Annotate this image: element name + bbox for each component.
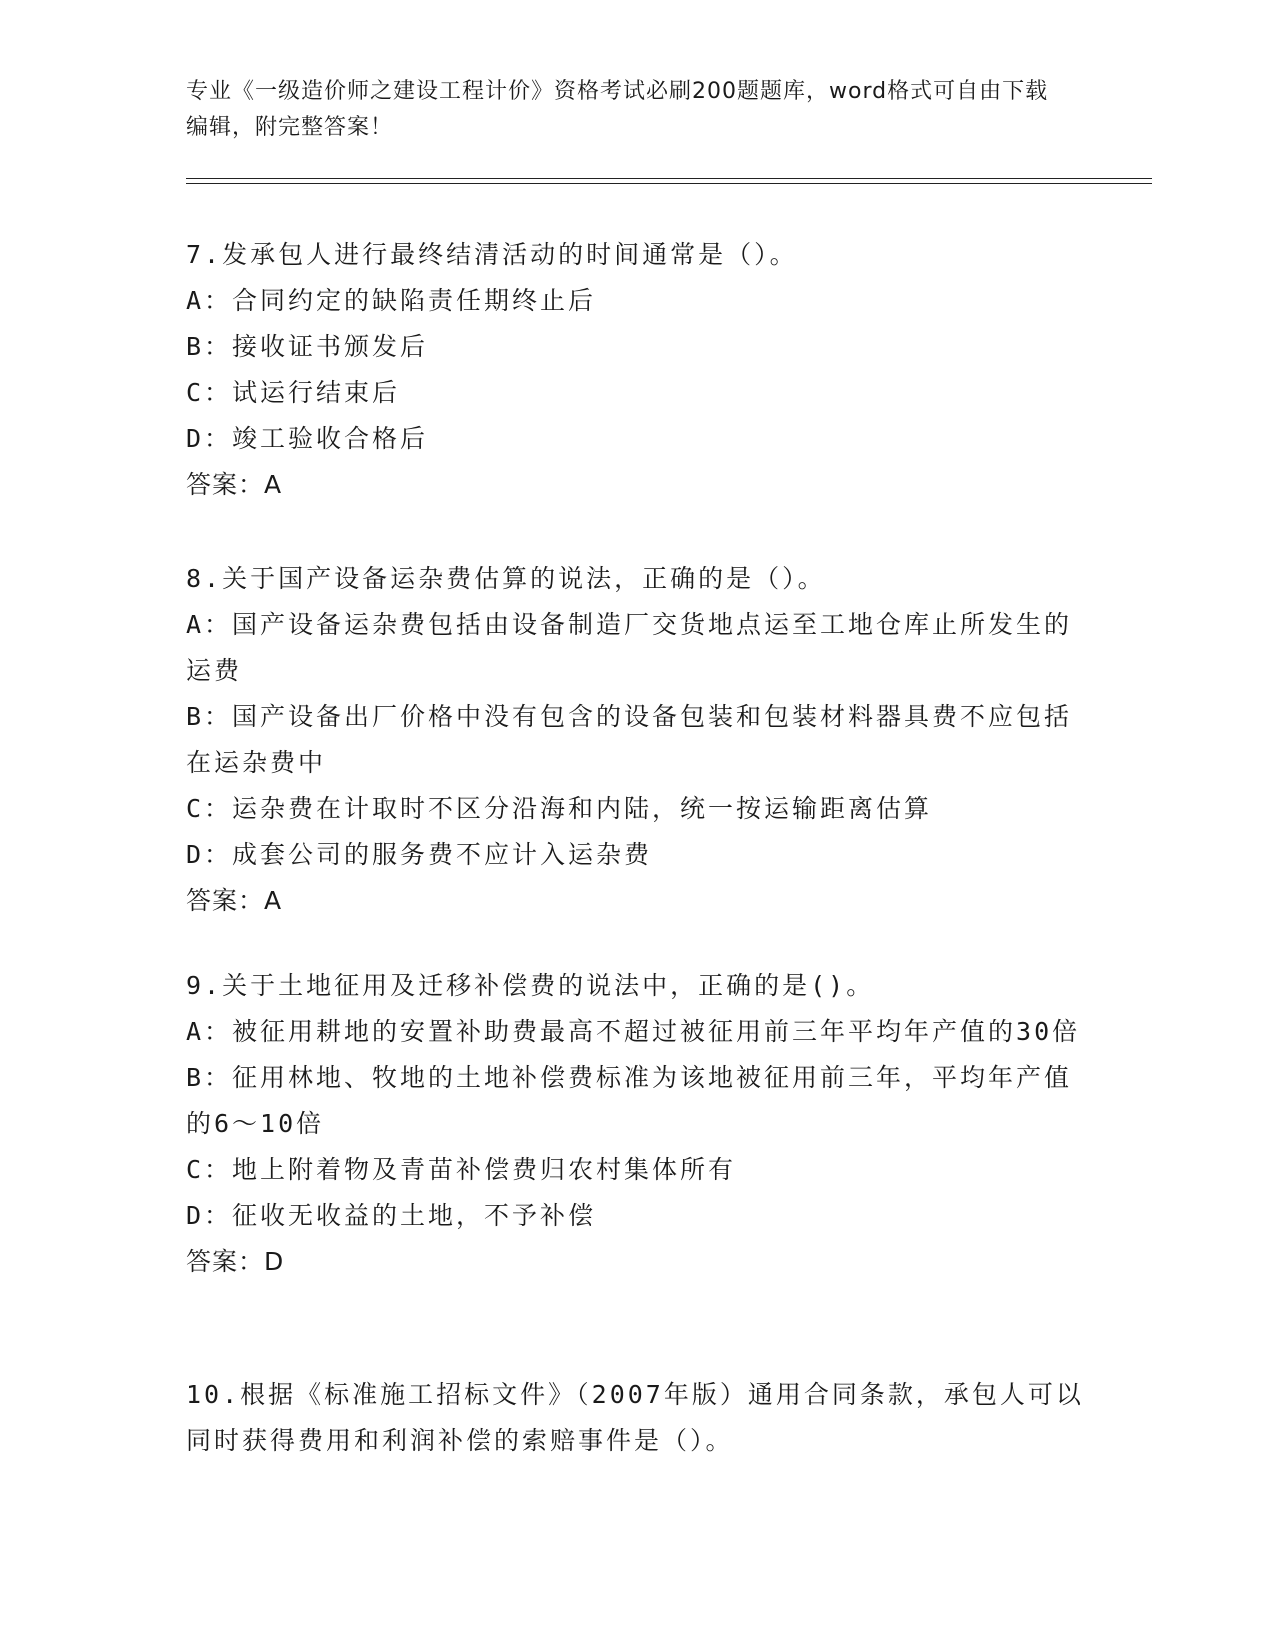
question-stem: 8.关于国产设备运杂费估算的说法，正确的是（）。 [186, 564, 826, 593]
option-c: C：地上附着物及青苗补偿费归农村集体所有 [186, 1155, 737, 1184]
header-divider-top [186, 178, 1152, 179]
option-c: C：运杂费在计取时不区分沿海和内陆，统一按运输距离估算 [186, 794, 933, 823]
option-a: A：国产设备运杂费包括由设备制造厂交货地点运至工地仓库止所发生的运费 [186, 610, 1073, 685]
document-header: 专业《一级造价师之建设工程计价》资格考试必刷200题题库，word格式可自由下载编辑，附完整答案！ [186, 79, 1049, 140]
option-d: D：成套公司的服务费不应计入运杂费 [186, 840, 653, 869]
option-b: B：国产设备出厂价格中没有包含的设备包装和包装材料器具费不应包括在运杂费中 [186, 702, 1073, 777]
option-b: B：接收证书颁发后 [186, 332, 429, 361]
answer: 答案：A [186, 470, 283, 499]
option-a: A：被征用耕地的安置补助费最高不超过被征用前三年平均年产值的30倍 [186, 1017, 1081, 1046]
option-d: D：征收无收益的土地，不予补偿 [186, 1201, 597, 1230]
answer: 答案：A [186, 886, 283, 915]
option-d: D：竣工验收合格后 [186, 424, 429, 453]
option-c: C：试运行结束后 [186, 378, 401, 407]
option-a: A：合同约定的缺陷责任期终止后 [186, 286, 597, 315]
option-b: B：征用林地、牧地的土地补偿费标准为该地被征用前三年，平均年产值的6～10倍 [186, 1063, 1073, 1138]
answer: 答案：D [186, 1247, 285, 1276]
question-10 [186, 1372, 1086, 1464]
question-stem: 9.关于土地征用及迁移补偿费的说法中，正确的是()。 [186, 971, 875, 1000]
question-8 [186, 556, 1086, 924]
question-9 [186, 963, 1086, 1285]
header-divider-bottom [186, 183, 1152, 184]
question-7 [186, 232, 1086, 508]
question-stem: 7.发承包人进行最终结清活动的时间通常是（）。 [186, 240, 798, 269]
question-stem: 10.根据《标准施工招标文件》（2007年版）通用合同条款，承包人可以同时获得费用和利润补偿的索赔事件是（）。 [186, 1380, 1084, 1455]
